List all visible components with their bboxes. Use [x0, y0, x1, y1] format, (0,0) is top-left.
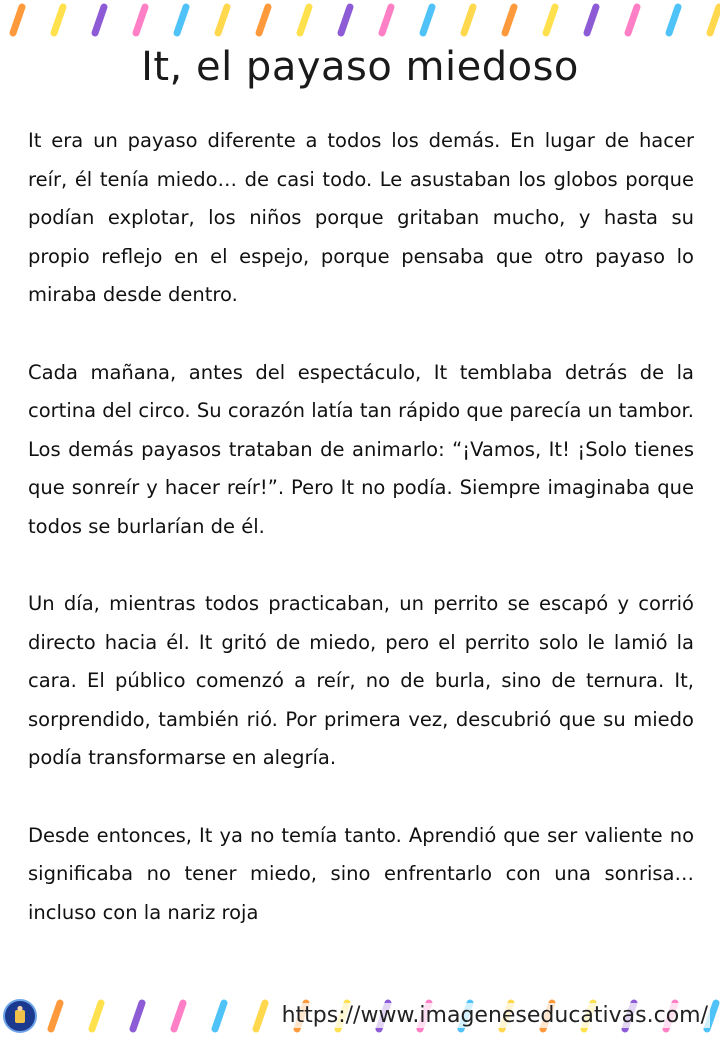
story-paragraph: It era un payaso diferente a todos los demás. En lugar de hacer reír, él tenía miedo… de casi todo. Le asustaban los globos porque podían explotar, los niños porque gritaban mucho, y hasta su propio reflejo en el espejo, porque pensaba que otro payaso lo miraba desde dentro.	[28, 129, 694, 306]
top-stripe-border	[0, 0, 720, 40]
decorative-stripe	[54, 7, 63, 33]
decorative-stripe	[423, 7, 432, 33]
decorative-stripe	[174, 1003, 183, 1029]
decorative-stripe	[669, 7, 678, 33]
decorative-stripe	[136, 7, 145, 33]
decorative-stripe	[710, 7, 719, 33]
decorative-stripe	[215, 1003, 224, 1029]
story-body	[28, 122, 694, 971]
decorative-stripe	[256, 1003, 265, 1029]
decorative-stripe	[259, 7, 268, 33]
decorative-stripe	[341, 7, 350, 33]
decorative-stripe	[95, 7, 104, 33]
decorative-stripe	[300, 7, 309, 33]
decorative-stripe	[133, 1003, 142, 1029]
decorative-stripe	[382, 7, 391, 33]
logo-icon	[3, 999, 37, 1033]
site-url-link[interactable]: https://www.imageneseducativas.com/	[281, 1003, 708, 1028]
decorative-stripe	[546, 7, 555, 33]
decorative-stripe	[218, 7, 227, 33]
decorative-stripe	[92, 1003, 101, 1029]
decorative-stripe	[505, 7, 514, 33]
story-paragraph: Cada mañana, antes del espectáculo, It temblaba detrás de la cortina del circo. Su corazón latía tan rápido que parecía un tambor. Los demás payasos trataban de animarlo: “¡Vamos, It! ¡Solo tienes que sonreír y hacer reír!”. Pero It no podía. Siempre imaginaba que todos se burlarían de él.	[28, 360, 694, 538]
decorative-stripe	[13, 7, 22, 33]
decorative-stripe	[464, 7, 473, 33]
page-title: It, el payaso miedoso	[141, 44, 579, 90]
decorative-stripe	[177, 7, 186, 33]
story-paragraph: Desde entonces, It ya no temía tanto. Aprendió que ser valiente no significaba no tener miedo, sino enfrentarlo con una sonrisa… incluso con la nariz roja	[28, 823, 694, 924]
decorative-stripe	[51, 1003, 60, 1029]
decorative-stripe	[587, 7, 596, 33]
story-paragraph: Un día, mientras todos practicaban, un perrito se escapó y corrió directo hacia él. It gritó de miedo, pero el perrito solo le lamió la cara. El público comenzó a reír, no de burla, sino de ternura. It, sorprendido, también rió. Por primera vez, descubrió que su miedo podía transformarse en alegría.	[28, 592, 694, 769]
decorative-stripe	[628, 7, 637, 33]
